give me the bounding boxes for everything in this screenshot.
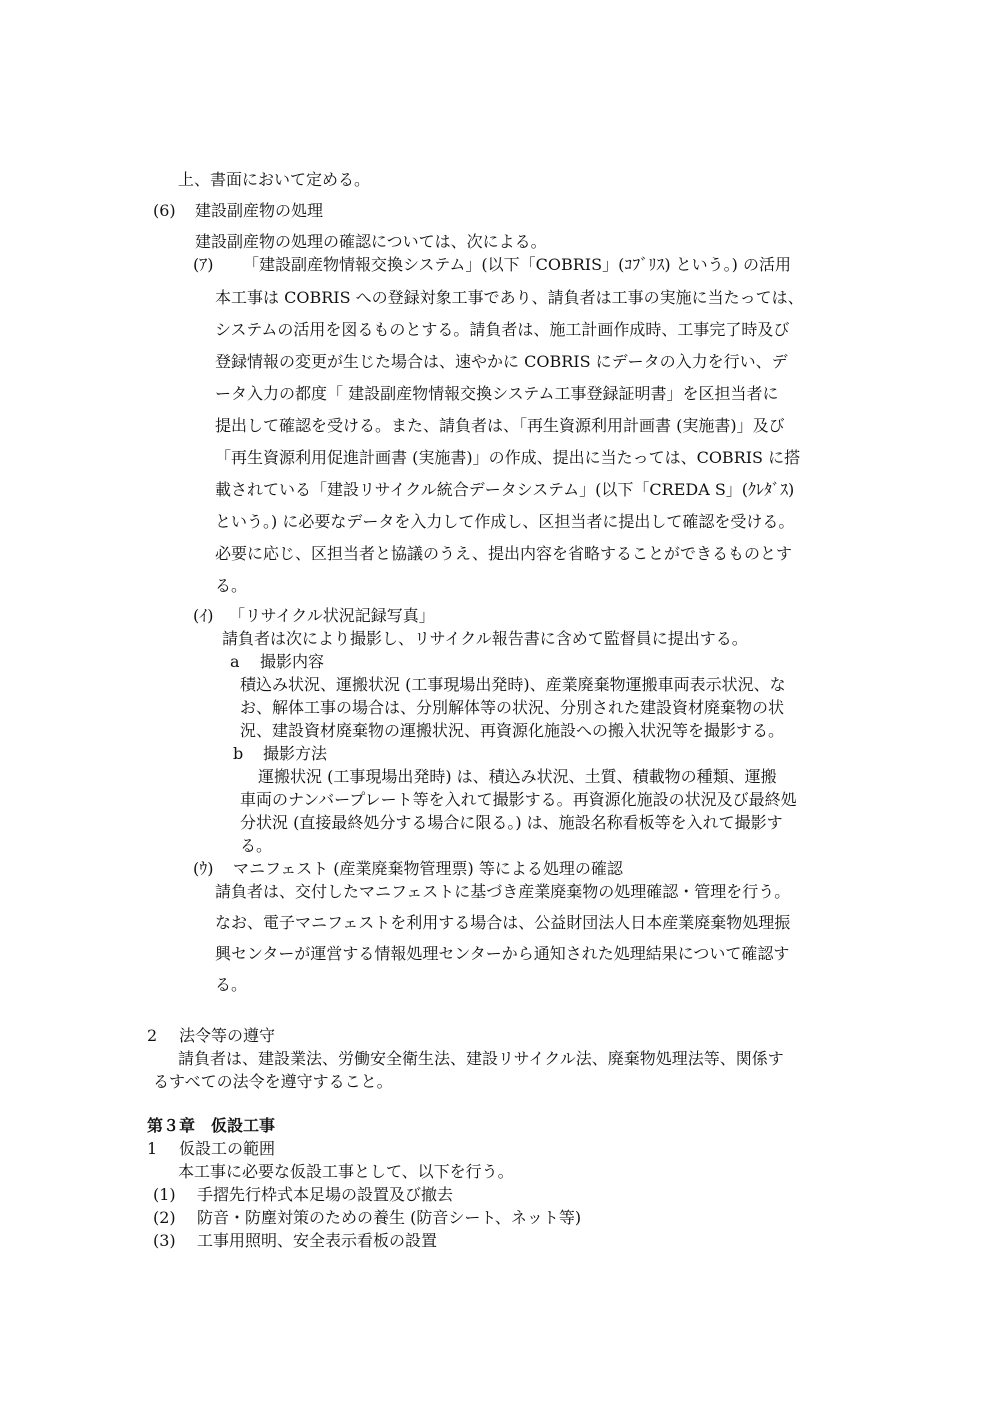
paragraph-line: なお、電子マニフェストを利用する場合は、公益財団法人日本産業廃棄物処理振 <box>215 913 791 932</box>
paragraph-line: 興センターが運営する情報処理センターから通知された処理結果について確認す <box>215 944 790 963</box>
paragraph-line: 「再生資源利用促進計画書 (実施書)」の作成、提出に当たっては、COBRIS に搭 <box>215 448 801 467</box>
paragraph-line: 登録情報の変更が生じた場合は、速やかに COBRIS にデータの入力を行い、デ <box>215 352 788 371</box>
paragraph-line: る。 <box>215 975 248 994</box>
item-number: 1 <box>147 1139 158 1158</box>
heading-text: 撮影内容 <box>260 652 325 671</box>
item-text: 防音・防塵対策のための養生 (防音シート、ネット等) <box>197 1208 582 1227</box>
item-heading-a <box>230 654 324 670</box>
item-number: (ｱ) <box>193 255 214 274</box>
paragraph-line: 提出して確認を受ける。また、請負者は、「再生資源利用計画書 (実施書)」及び <box>215 416 785 435</box>
item-number: (2) <box>153 1208 176 1227</box>
item-number: (1) <box>153 1185 176 1204</box>
paragraph-line: 分状況 (直接最終処分する場合に限る。) は、施設名称看板等を入れて撮影す <box>240 813 783 832</box>
paragraph-line: お、解体工事の場合は、分別解体等の状況、分別された建設資材廃棄物の状 <box>240 698 785 717</box>
paragraph-line: 建設副産物の処理の確認については、次による。 <box>195 232 547 251</box>
chapter-heading: 第３章 仮設工事 <box>147 1116 276 1135</box>
heading-text: 仮設工の範囲 <box>179 1139 276 1158</box>
paragraph-line: 本工事は COBRIS への登録対象工事であり、請負者は工事の実施に当たっては、 <box>215 288 804 307</box>
item-number: 2 <box>147 1026 158 1045</box>
section-heading-2 <box>147 1028 275 1044</box>
item-letter: b <box>233 744 244 763</box>
item-number: (6) <box>153 201 176 220</box>
heading-text: マニフェスト (産業廃棄物管理票) 等による処理の確認 <box>233 859 623 878</box>
item-text: 手摺先行枠式本足場の設置及び撤去 <box>197 1185 454 1204</box>
list-item-2 <box>153 1210 581 1226</box>
item-number: (ｲ) <box>193 606 214 625</box>
paragraph-line: という。) に必要なデータを入力して作成し、区担当者に提出して確認を受ける。 <box>215 512 795 531</box>
paragraph-line: 必要に応じ、区担当者と協議のうえ、提出内容を省略することができるものとす <box>215 544 792 563</box>
subsection-heading-a <box>193 257 791 273</box>
paragraph-line: 況、建設資材廃棄物の運搬状況、再資源化施設への搬入状況等を撮影する。 <box>240 721 785 740</box>
heading-text: 「リサイクル状況記録写真」 <box>229 606 435 625</box>
paragraph-line: る。 <box>240 836 273 855</box>
section-heading-1 <box>147 1141 275 1157</box>
item-number: (ｳ) <box>193 859 214 878</box>
item-text: 工事用照明、安全表示看板の設置 <box>197 1231 438 1250</box>
paragraph-line: 本工事に必要な仮設工事として、以下を行う。 <box>178 1162 514 1181</box>
item-heading-b <box>233 746 327 762</box>
section-heading-6 <box>153 203 323 219</box>
paragraph-line: 上、書面において定める。 <box>178 170 371 189</box>
list-item-1 <box>153 1187 453 1203</box>
paragraph-line: 請負者は、建設業法、労働安全衛生法、建設リサイクル法、廃棄物処理法等、関係す <box>178 1049 784 1068</box>
item-letter: a <box>230 652 240 671</box>
paragraph-line: 車両のナンバープレート等を入れて撮影する。再資源化施設の状況及び最終処 <box>240 790 797 809</box>
paragraph-line: ータ入力の都度「 建設副産物情報交換システム工事登録証明書」を区担当者に <box>215 384 779 403</box>
paragraph-line: 積込み状況、運搬状況 (工事現場出発時)、産業廃棄物運搬車両表示状況、な <box>240 675 786 694</box>
paragraph-line: 運搬状況 (工事現場出発時) は、積込み状況、土質、積載物の種類、運搬 <box>258 767 777 786</box>
paragraph-line: る。 <box>215 576 248 595</box>
paragraph-line: るすべての法令を遵守すること。 <box>153 1072 393 1091</box>
heading-text: 撮影方法 <box>263 744 328 763</box>
subsection-heading-c <box>193 861 623 877</box>
heading-text: 「建設副産物情報交換システム」(以下「COBRIS」(ｺﾌﾞﾘｽ) という。) の活用 <box>243 255 791 274</box>
paragraph-line: 請負者は、交付したマニフェストに基づき産業廃棄物の処理確認・管理を行う。 <box>215 882 791 901</box>
paragraph-line: 請負者は次により撮影し、リサイクル報告書に含めて監督員に提出する。 <box>222 629 748 648</box>
heading-text: 建設副産物の処理 <box>195 201 324 220</box>
item-number: (3) <box>153 1231 176 1250</box>
list-item-3 <box>153 1233 437 1249</box>
subsection-heading-b <box>193 608 435 624</box>
paragraph-line: 載されている「建設リサイクル統合データシステム」(以下「CREDA S」(ｸﾚﾀﾞｽ) <box>215 480 795 499</box>
paragraph-line: システムの活用を図るものとする。請負者は、施工計画作成時、工事完了時及び <box>215 320 790 339</box>
heading-text: 法令等の遵守 <box>179 1026 276 1045</box>
